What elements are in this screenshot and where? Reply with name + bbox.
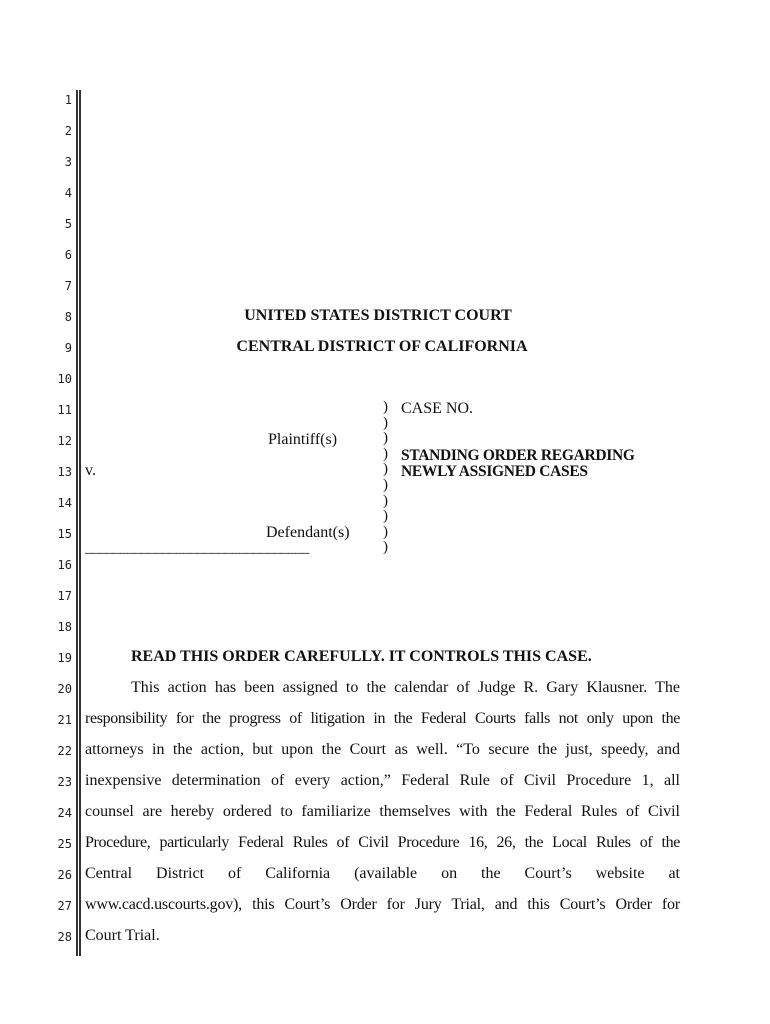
line-number: 12 (57, 434, 72, 448)
line-number: 7 (64, 279, 72, 293)
versus-label: v. (85, 462, 96, 479)
line-number: 19 (57, 651, 72, 665)
plaintiff-label: Plaintiff(s) (268, 431, 338, 448)
margin-rule-inner (79, 90, 81, 956)
defendant-label: Defendant(s) (266, 524, 350, 541)
body-line: Court Trial. (85, 927, 160, 944)
line-number: 28 (57, 930, 72, 944)
line-number: 25 (57, 837, 72, 851)
line-number: 23 (57, 775, 72, 789)
order-heading: READ THIS ORDER CAREFULLY. IT CONTROLS THIS CASE. (131, 648, 592, 665)
line-number: 18 (57, 620, 72, 634)
line-number: 26 (57, 868, 72, 882)
line-number: 3 (64, 155, 72, 169)
line-number: 6 (64, 248, 72, 262)
caption-paren: ) (383, 430, 388, 447)
line-number: 8 (64, 310, 72, 324)
line-number: 16 (57, 558, 72, 572)
line-number: 10 (57, 372, 72, 386)
body-line: This action has been assigned to the calendar of Judge R. Gary Klausner. The (131, 679, 680, 696)
line-number: 13 (57, 465, 72, 479)
body-line: attorneys in the action, but upon the Court as well. “To secure the just, speedy, and (85, 741, 680, 758)
body-line: inexpensive determination of every action,” Federal Rule of Civil Procedure 1, all (85, 772, 680, 789)
line-number: 22 (57, 744, 72, 758)
caption-paren: ) (383, 461, 388, 478)
line-number: 1 (64, 93, 72, 107)
caption-paren: ) (383, 508, 388, 525)
line-number: 15 (57, 527, 72, 541)
line-number: 20 (57, 682, 72, 696)
body-line: Procedure, particularly Federal Rules of Civil Procedure 16, 26, the Local Rules of the (85, 834, 680, 851)
line-number: 9 (64, 341, 72, 355)
body-line: Central District of California (available on the Court’s website at (85, 865, 680, 882)
case-number-label: CASE NO. (401, 400, 474, 417)
body-line: responsibility for the progress of litigation in the Federal Courts falls not only upon the (85, 710, 680, 727)
caption-paren: ) (383, 539, 388, 556)
court-name: UNITED STATES DISTRICT COURT (244, 307, 512, 324)
line-number: 21 (57, 713, 72, 727)
caption-paren: ) (383, 492, 388, 509)
line-number: 27 (57, 899, 72, 913)
caption-paren: ) (383, 523, 388, 540)
caption-paren: ) (383, 414, 388, 431)
line-number: 24 (57, 806, 72, 820)
body-line: www.cacd.uscourts.gov), this Court’s Order for Jury Trial, and this Court’s Order for (85, 896, 680, 913)
caption-paren: ) (383, 476, 388, 493)
caption-parenthesis-column (383, 400, 393, 556)
line-number: 14 (57, 496, 72, 510)
line-number: 4 (64, 186, 72, 200)
line-number: 17 (57, 589, 72, 603)
line-number: 2 (64, 124, 72, 138)
caption-signature-line: ________________________________ (85, 540, 309, 556)
caption-paren: ) (383, 399, 388, 415)
line-number: 5 (64, 217, 72, 231)
margin-rule-outer (76, 90, 78, 956)
line-number: 11 (57, 403, 72, 417)
order-title-line-1: STANDING ORDER REGARDING (401, 447, 635, 464)
body-line: counsel are hereby ordered to familiarize themselves with the Federal Rules of Civil (85, 803, 680, 820)
court-district: CENTRAL DISTRICT OF CALIFORNIA (236, 338, 528, 355)
caption-paren: ) (383, 445, 388, 462)
order-title-line-2: NEWLY ASSIGNED CASES (401, 463, 588, 480)
